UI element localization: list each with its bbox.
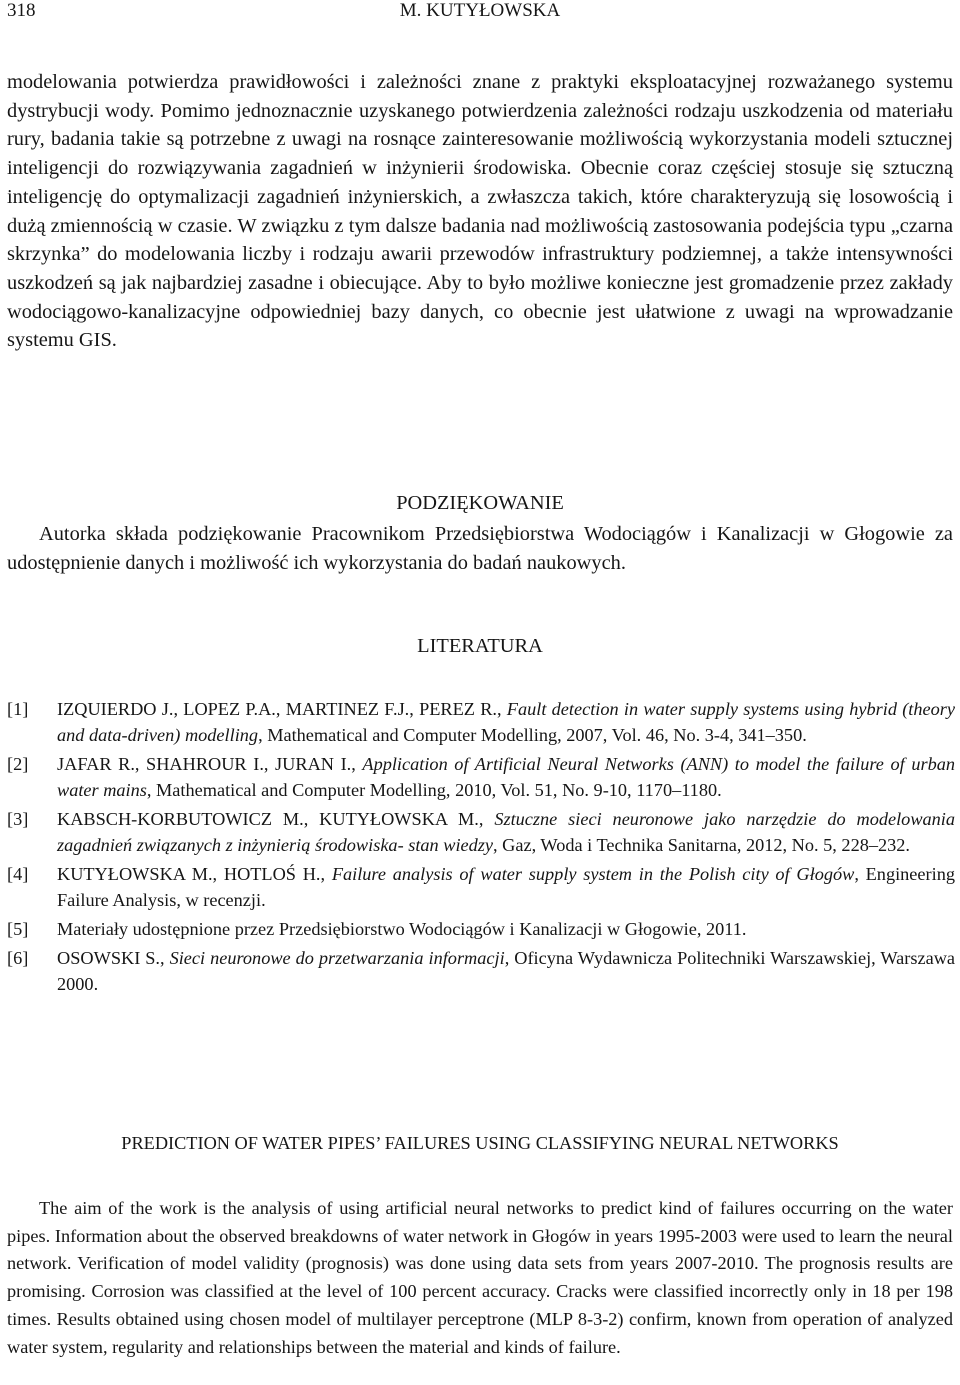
running-header: [0, 0, 960, 22]
reference-number: [3]: [7, 809, 29, 829]
reference-number: [5]: [7, 919, 29, 939]
reference-title: Fault detection in water supply systems using hybrid (theory and data-driven) modelling: [57, 699, 956, 745]
reference-item: [1] IZQUIERDO J., LOPEZ P.A., MARTINEZ F.J., PEREZ R., Fault detection in water supply systems using hybrid (theory and data-driven) modelling, Mathematical and Computer Modelling, 2007, Vol. 46, No. 3-4, 341–350.: [7, 696, 955, 748]
reference-item: [6] OSOWSKI S., Sieci neuronowe do przetwarzania informacji, Oficyna Wydawnicza Politechniki Warszawskiej, Warszawa 2000.: [7, 945, 955, 997]
reference-authors: JAFAR R., SHAHROUR I., JURAN I.: [57, 754, 352, 774]
reference-item: [7, 916, 955, 942]
reference-item: [3] KABSCH-KORBUTOWICZ M., KUTYŁOWSKA M., Sztuczne sieci neuronowe jako narzędzie do modelowania zagadnień związanych z inżynierią środowiska- stan wiedzy, Gaz, Woda i Technika Sanitarna, 2012, No. 5, 228–232.: [7, 806, 955, 858]
english-abstract: The aim of the work is the analysis of using artificial neural networks to predict kind of failures occurring on the water pipes. Information about the observed breakdowns of water network in Głogów in years 1995-2003 were used to learn the neural network. Verification of model validity (prognosis) was done using data sets from years 2007-2010. The prognosis results are promising. Corrosion was classified at the level of 100 percent accuracy. Cracks were classified incorrectly only in 18 per 198 times. Results obtained using chosen model of multilayer perceptrone (MLP 8-3-2) confirm, known from operation of analyzed water system, regularity and relationships between the material and kinds of failure.: [7, 1198, 953, 1357]
reference-title: Sieci neuronowe do przetwarzania informacji: [169, 948, 505, 968]
reference-number: [6]: [7, 948, 29, 968]
body-paragraph: modelowania potwierdza prawidłowości i zależności znane z praktyki eksploatacyjnej rozważanego systemu dystrybucji wody. Pomimo jednoznacznie uzyskanego potwierdzenia zależności rodzaju uszkodzenia od materiału rury, badania takie są potrzebne z uwagi na rosnące zainteresowanie możliwością wykorzystania modeli sztucznej inteligencji do rozwiązywania zagadnień w inżynierii środowiska. Obecnie coraz częściej stosuje się sztuczną inteligencję do optymalizacji zagadnień inżynierskich, a zwłaszcza takich, które charakteryzują się losowością i dużą zmiennością w czasie. W związku z tym dalsze badania nad możliwością zastosowania podejścia typu „czarna skrzynka” do modelowania liczby i rodzaju awarii przewodów infrastruktury podziemnej, a także intensywności uszkodzeń są jak najbardziej zasadne i obiecujące. Aby to było możliwe konieczne jest gromadzenie przez zakłady wodociągowo-kanalizacyjne odpowiedniej bazy danych, co obecnie jest ułatwione z uwagi na wprowadzanie systemu GIS.: [7, 71, 953, 352]
reference-source: Mathematical and Computer Modelling, 2010, Vol. 51, No. 9-10, 1170–1180.: [156, 780, 722, 800]
reference-title: Failure analysis of water supply system in the Polish city of Głogów: [331, 864, 855, 884]
body-section: [7, 68, 953, 355]
running-title: M. KUTYŁOWSKA: [399, 0, 561, 21]
reference-source: Mathematical and Computer Modelling, 2007, Vol. 46, No. 3-4, 341–350.: [267, 725, 807, 745]
reference-number: [4]: [7, 864, 29, 884]
reference-number: [1]: [7, 699, 29, 719]
reference-source: Gaz, Woda i Technika Sanitarna, 2012, No. 5, 228–232.: [502, 835, 910, 855]
page-number: 318: [7, 0, 36, 21]
reference-authors: IZQUIERDO J., LOPEZ P.A., MARTINEZ F.J., PEREZ R.: [57, 699, 497, 719]
reference-source: Oficyna Wydawnicza Politechniki Warszawskiej, Warszawa 2000.: [57, 948, 956, 994]
reference-title: Sztuczne sieci neuronowe jako narzędzie do modelowania zagadnień związanych z inżynierią środowiska- stan wiedzy: [57, 809, 956, 855]
acknowledgement-heading: PODZIĘKOWANIE: [396, 492, 564, 514]
reference-list: [7, 696, 955, 1000]
reference-title: Application of Artificial Neural Networks (ANN) to model the failure of urban water mains: [57, 754, 955, 800]
reference-number: [2]: [7, 754, 29, 774]
reference-authors: KABSCH-KORBUTOWICZ M., KUTYŁOWSKA M.: [57, 809, 479, 829]
reference-authors: OSOWSKI S.: [57, 948, 161, 968]
literature-heading: LITERATURA: [417, 635, 543, 657]
reference-source: Materiały udostępnione przez Przedsiębiorstwo Wodociągów i Kanalizacji w Głogowie, 2011.: [57, 919, 747, 939]
reference-item: [4] KUTYŁOWSKA M., HOTLOŚ H., Failure analysis of water supply system in the Polish city of Głogów, Engineering Failure Analysis, w recenzji.: [7, 861, 955, 913]
reference-item: [2] JAFAR R., SHAHROUR I., JURAN I., Application of Artificial Neural Networks (ANN) to model the failure of urban water mains, Mathematical and Computer Modelling, 2010, Vol. 51, No. 9-10, 1170–1180.: [7, 751, 955, 803]
acknowledgement-text: Autorka składa podziękowanie Pracownikom Przedsiębiorstwa Wodociągów i Kanalizacji w Głogowie za udostępnienie danych i możliwość ich wykorzystania do badań naukowych.: [7, 523, 953, 574]
reference-source: Engineering Failure Analysis, w recenzji.: [57, 864, 955, 910]
reference-authors: KUTYŁOWSKA M., HOTLOŚ H.: [57, 864, 321, 884]
english-title: PREDICTION OF WATER PIPES’ FAILURES USING CLASSIFYING NEURAL NETWORKS: [121, 1133, 839, 1153]
